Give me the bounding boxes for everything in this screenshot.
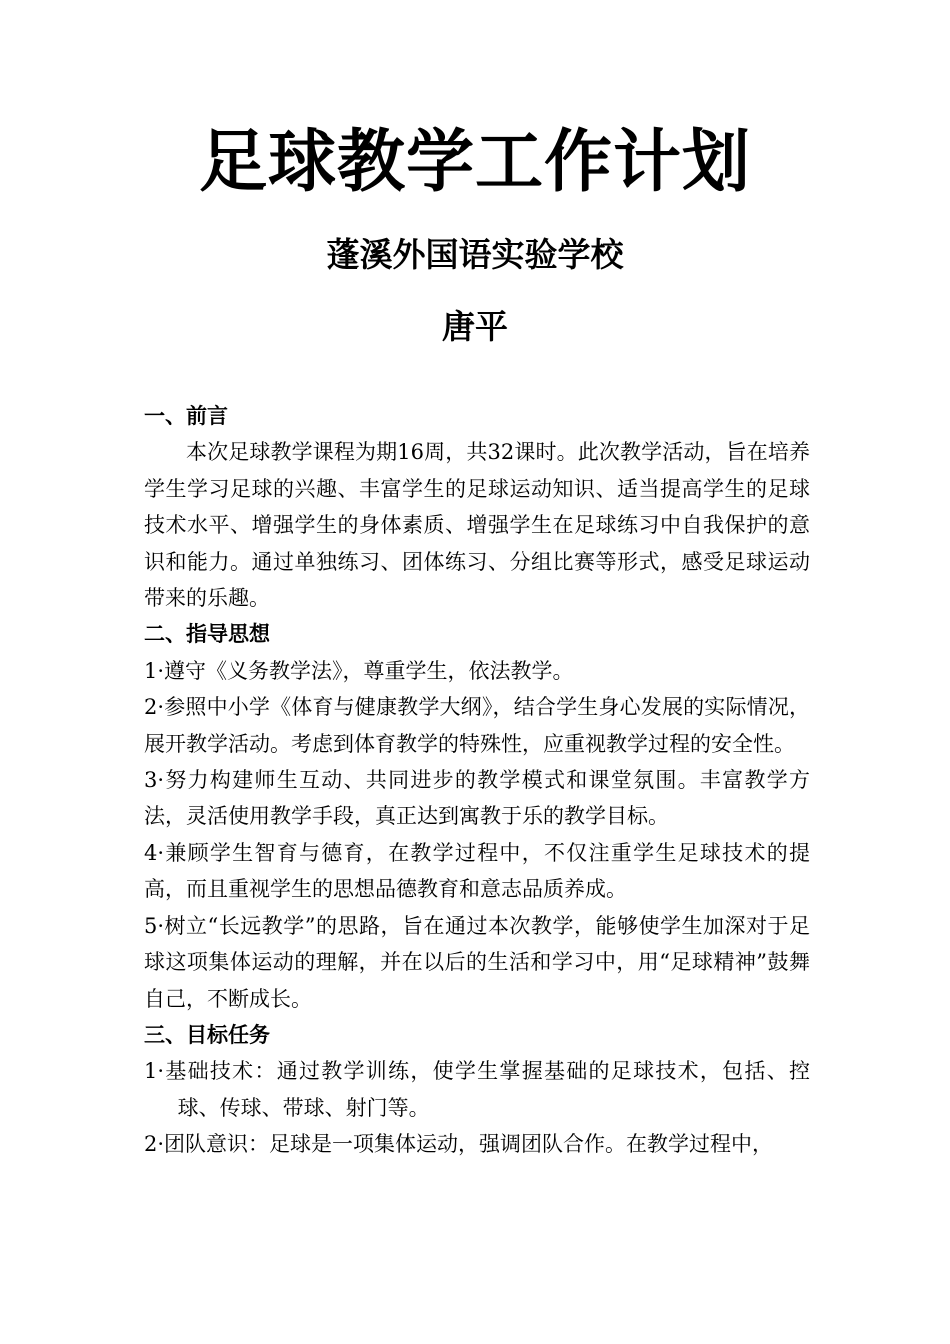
document-title: 足球教学工作计划 (198, 123, 751, 202)
list-item-number: 1· (144, 658, 165, 683)
list-item-text: 努力构建师生互动、共同进步的教学模式和课堂氛围。丰富教学方法，灵活使用教学手段，真正达到寓教于乐的教学目标。 (144, 768, 810, 829)
list-item-number: 2· (144, 695, 165, 720)
list-item-text: 遵守《义务教学法》，尊重学生，依法教学。 (164, 658, 574, 683)
section-heading-guiding-ideology: 二、指导思想 (144, 622, 270, 647)
list-item-text: 参照中小学《体育与健康教学大纲》，结合学生身心发展的实际情况，展开教学活动。考虑到体育教学的特殊性，应重视教学过程的安全性。 (144, 695, 810, 756)
list-item (144, 689, 810, 762)
list-item-text: 团队意识：足球是一项集体运动，强调团队合作。在教学过程中， (164, 1132, 774, 1157)
document-body (144, 398, 810, 1163)
list-item-text: 树立“长远教学”的思路，旨在通过本次教学，能够使学生加深对于足球这项集体运动的理解，并在以后的生活和学习中，用“足球精神”鼓舞自己，不断成长。 (144, 913, 810, 1011)
list-item-number: 3· (144, 768, 165, 793)
list-item (144, 653, 810, 689)
list-item (144, 762, 810, 835)
section-heading-goals: 三、目标任务 (144, 1022, 270, 1047)
list-item-text: 兼顾学生智育与德育，在教学过程中，不仅注重学生足球技术的提高，而且重视学生的思想品德教育和意志品质养成。 (144, 840, 810, 902)
list-item-number: 1· (144, 1059, 165, 1084)
preface-paragraph: 本次足球教学课程为期16周，共32课时。此次教学活动，旨在培养学生学习足球的兴趣、丰富学生的足球运动知识、适当提高学生的足球技术水平、增强学生的身体素质、增强学生在足球练习中自我保护的意识和能力。通过单独练习、团体练习、分组比赛等形式，感受足球运动带来的乐趣。 (144, 440, 810, 611)
section-heading-preface: 一、前言 (144, 404, 228, 428)
list-item (144, 835, 810, 908)
list-item-number: 4· (144, 840, 165, 865)
list-item-text: 基础技术：通过教学训练，使学生掌握基础的足球技术，包括、控球、传球、带球、射门等。 (164, 1059, 810, 1120)
author-name: 唐平 (442, 307, 508, 346)
list-item-number: 5· (144, 913, 165, 938)
list-item (144, 1053, 810, 1126)
school-name: 蓬溪外国语实验学校 (326, 235, 624, 274)
list-item (144, 1126, 810, 1162)
list-item (144, 908, 810, 1017)
list-item-number: 2· (144, 1132, 165, 1157)
